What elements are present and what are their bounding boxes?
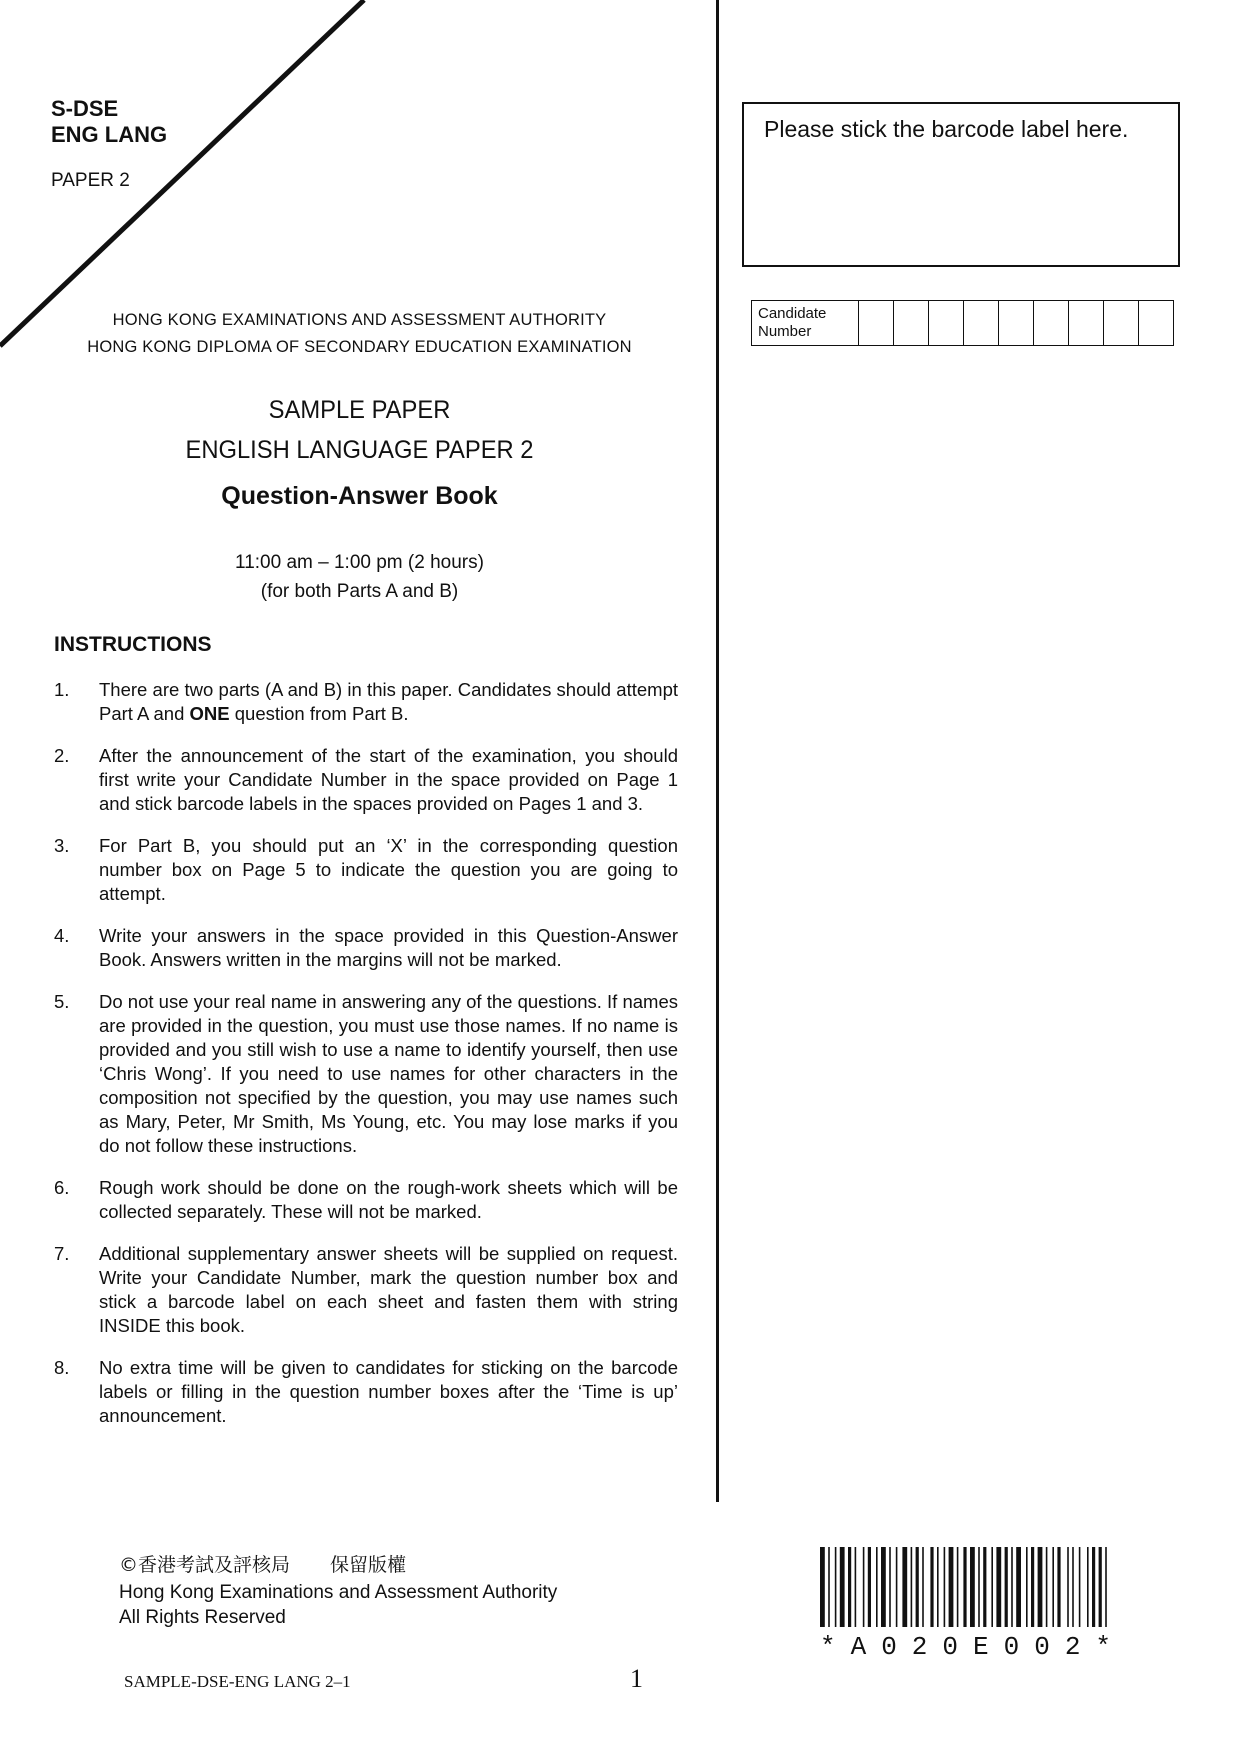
barcode-bar: [1052, 1547, 1054, 1627]
candidate-number-digit-box[interactable]: [894, 301, 929, 346]
barcode-bar: [930, 1547, 933, 1627]
barcode-bar: [996, 1547, 1001, 1627]
barcode-bar: [840, 1547, 845, 1627]
exam-name: HONG KONG DIPLOMA OF SECONDARY EDUCATION EXAMINATION: [87, 338, 632, 356]
paper-title-subject: ENGLISH LANGUAGE PAPER 2: [185, 436, 534, 464]
instruction-list: [54, 678, 678, 1446]
barcode-bar: [896, 1547, 898, 1627]
barcode-bar: [863, 1547, 865, 1627]
barcode-bar: [828, 1547, 830, 1627]
paper-title-sample: SAMPLE PAPER: [268, 396, 451, 424]
barcode-bar: [937, 1547, 939, 1627]
exam-time: 11:00 am – 1:00 pm (2 hours): [235, 552, 484, 573]
instruction-text: Rough work should be done on the rough-work sheets which will be collected separately. These will not be marked.: [99, 1177, 678, 1222]
page-number: 1: [630, 1664, 643, 1693]
copyright-chinese: ©香港考試及評核局 保留版權: [119, 1554, 407, 1576]
barcode-bar: [820, 1547, 825, 1627]
instruction-number: 6.: [54, 1177, 70, 1198]
candidate-number-digit-box[interactable]: [1034, 301, 1069, 346]
candidate-number-digit-box[interactable]: [1069, 301, 1104, 346]
instruction-text: There are two parts (A and B) in this paper. Candidates should attempt Part A and ONE question from Part B.: [99, 679, 678, 724]
instruction-text: Additional supplementary answer sheets will be supplied on request. Write your Candidate Number, mark the question number box and stick a barcode label on each sheet and fasten them with string INSIDE this book.: [99, 1243, 678, 1336]
barcode-bar: [876, 1547, 878, 1627]
candidate-number-field: [751, 300, 1174, 346]
barcode-bar: [1092, 1547, 1095, 1627]
barcode-bar: [916, 1547, 919, 1627]
barcode-bar: [911, 1547, 913, 1627]
exam-time-note: (for both Parts A and B): [260, 581, 459, 602]
barcode-bar: [1031, 1547, 1034, 1627]
barcode-bar: [1005, 1547, 1008, 1627]
barcode-bar: [922, 1547, 924, 1627]
candidate-number-digit-box[interactable]: [929, 301, 964, 346]
instruction-text: Do not use your real name in answering any of the questions. If names are provided in the question, you must use those names. If no name is provided and you still wish to use a name to identify yourself, then use ‘Chris Wong’. If you need to use names for other characters in the composition not specified by the question, you may use names such as Mary, Peter, Mr Smith, Ms Young, etc. You may lose marks if you do not follow these instructions.: [99, 991, 678, 1156]
barcode-bar: [957, 1547, 959, 1627]
barcode-bar: [1105, 1547, 1107, 1627]
paper-number: PAPER 2: [51, 170, 130, 191]
barcode-label-box: [742, 102, 1180, 267]
instruction-number: 4.: [54, 925, 70, 946]
barcode-bar: [902, 1547, 907, 1627]
instruction-text: After the announcement of the start of the examination, you should first write your Candidate Number in the space provided on Page 1 and stick barcode labels in the spaces provided on Pages 1 and 3.: [99, 745, 678, 814]
barcode-bar: [970, 1547, 975, 1627]
copyright-authority: Hong Kong Examinations and Assessment Authority: [119, 1582, 558, 1603]
instruction-number: 7.: [54, 1243, 70, 1264]
barcode-bar: [855, 1547, 857, 1627]
candidate-number-digit-box[interactable]: [1104, 301, 1139, 346]
barcode-bar: [1087, 1547, 1089, 1627]
barcode-bar: [1046, 1547, 1048, 1627]
instruction-number: 3.: [54, 835, 70, 856]
instructions-heading: INSTRUCTIONS: [54, 633, 212, 656]
barcode-bar: [848, 1547, 851, 1627]
barcode-bar: [949, 1547, 954, 1627]
footer-paper-code: SAMPLE-DSE-ENG LANG 2–1: [124, 1672, 351, 1691]
paper-code-line2: ENG LANG: [51, 122, 168, 147]
paper-code-line1: S-DSE: [51, 96, 119, 121]
candidate-number-label: Candidate Number: [752, 301, 859, 346]
barcode-text: *A020E002*: [820, 1632, 1127, 1662]
barcode-bar: [983, 1547, 986, 1627]
instruction-text: For Part B, you should put an ‘X’ in the corresponding question number box on Page 5 to indicate the question you are going to attempt.: [99, 835, 678, 904]
instruction-item: [54, 1176, 678, 1224]
barcode-bar: [1016, 1547, 1021, 1627]
paper-title-book: Question-Answer Book: [221, 482, 498, 510]
instruction-emphasis: ONE: [189, 703, 230, 724]
barcode-bar: [1067, 1547, 1069, 1627]
instruction-item: [54, 1242, 678, 1338]
barcode-bar: [944, 1547, 946, 1627]
barcode-bar: [963, 1547, 966, 1627]
instruction-item: [54, 744, 678, 816]
candidate-number-digit-box[interactable]: [964, 301, 999, 346]
candidate-number-digit-box[interactable]: [1139, 301, 1174, 346]
barcode-bar: [1026, 1547, 1028, 1627]
instruction-text: No extra time will be given to candidates for sticking on the barcode labels or filling in the question number boxes after the ‘Time is up’ announcement.: [99, 1357, 678, 1426]
barcode-label-instruction: Please stick the barcode label here.: [764, 116, 1129, 142]
instruction-number: 1.: [54, 679, 70, 700]
instruction-text: Write your answers in the space provided in this Question-Answer Book. Answers written in the margins will not be marked.: [99, 925, 678, 970]
barcode-bar: [835, 1547, 837, 1627]
authority-name: HONG KONG EXAMINATIONS AND ASSESSMENT AUTHORITY: [112, 311, 607, 329]
instruction-number: 8.: [54, 1357, 70, 1378]
barcode-bar: [978, 1547, 980, 1627]
barcode-bar: [868, 1547, 871, 1627]
page-divider: [716, 0, 719, 1502]
barcode-bar: [1057, 1547, 1060, 1627]
barcode-bar: [1011, 1547, 1013, 1627]
instruction-item: [54, 678, 678, 726]
barcode-bar: [1099, 1547, 1102, 1627]
copyright-rights: All Rights Reserved: [119, 1607, 286, 1628]
candidate-number-digit-box[interactable]: [859, 301, 894, 346]
barcode-bar: [1072, 1547, 1074, 1627]
barcode-bar: [881, 1547, 886, 1627]
instruction-item: [54, 924, 678, 972]
instruction-number: 2.: [54, 745, 70, 766]
barcode-bar: [889, 1547, 891, 1627]
instruction-item: [54, 834, 678, 906]
instruction-item: [54, 1356, 678, 1428]
candidate-number-digit-box[interactable]: [999, 301, 1034, 346]
instruction-item: [54, 990, 678, 1158]
barcode-bar: [1038, 1547, 1043, 1627]
barcode-bar: [991, 1547, 993, 1627]
barcode-bar: [1079, 1547, 1081, 1627]
instruction-number: 5.: [54, 991, 70, 1012]
barcode-image: [820, 1547, 1180, 1629]
paper-code: [51, 96, 167, 148]
